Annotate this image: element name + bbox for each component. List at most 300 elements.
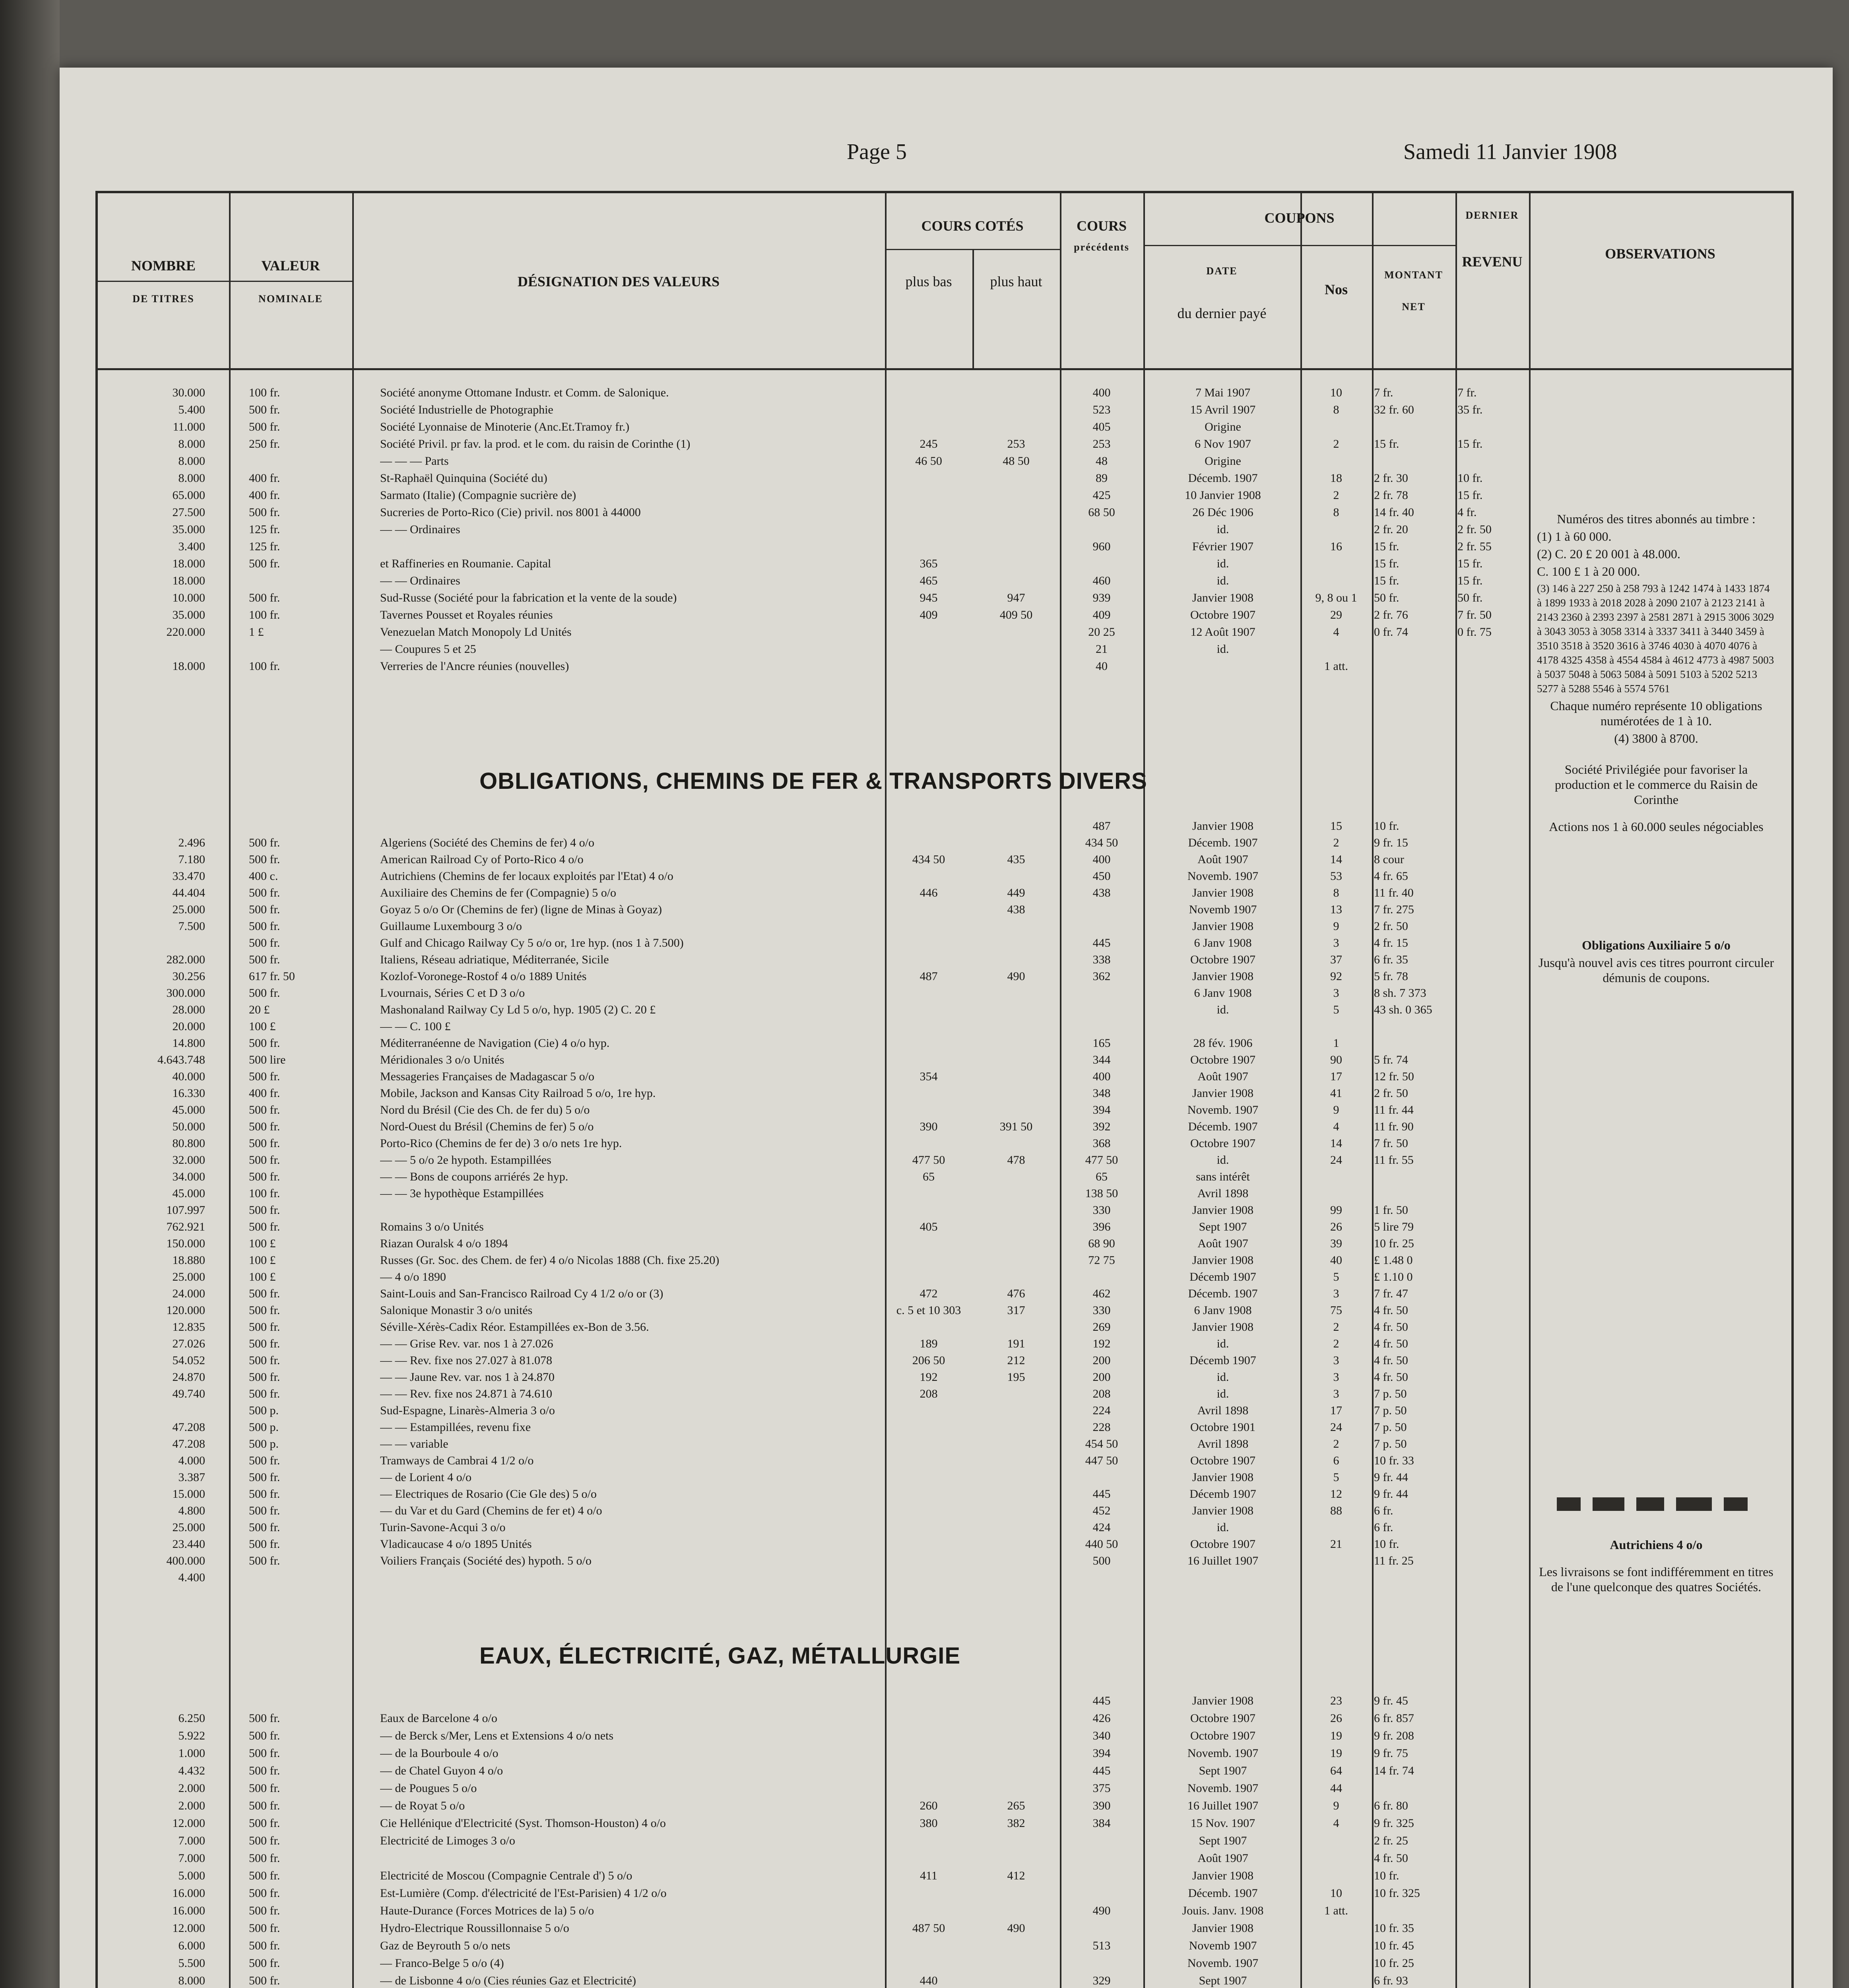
cell-n: 4.000 <box>178 1454 205 1467</box>
cell-m: 7 p. 50 <box>1374 1404 1407 1417</box>
cell-n: 25.000 <box>172 1521 205 1534</box>
cell-no: 3 <box>1333 986 1339 1000</box>
cell-no: 92 <box>1330 970 1342 983</box>
cell-b: 487 <box>920 970 938 983</box>
cell-m: 10 fr. 35 <box>1374 1922 1414 1935</box>
table-row <box>98 1504 1791 1518</box>
cell-no: 39 <box>1330 1237 1342 1250</box>
cell-m: 4 fr. 50 <box>1374 1852 1408 1865</box>
cell-d: — du Var et du Gard (Chemins de fer et) 4 o/o <box>380 1504 602 1517</box>
cell-d: Verreries de l'Ancre réunies (nouvelles) <box>380 660 569 673</box>
obs-note: Autrichiens 4 o/o <box>1610 1538 1703 1552</box>
cell-n: 34.000 <box>172 1170 205 1183</box>
cell-v: 500 fr. <box>249 1454 280 1467</box>
cell-dt: Janvier 1908 <box>1192 1922 1254 1935</box>
cell-p: 368 <box>1092 1137 1111 1150</box>
table-row <box>98 1320 1791 1334</box>
cell-dt: Novemb 1907 <box>1189 903 1257 916</box>
header-cours: COURS <box>1076 218 1127 234</box>
cell-p: 390 <box>1092 1799 1111 1812</box>
cell-no: 4 <box>1333 625 1339 639</box>
cell-no: 3 <box>1333 1387 1339 1400</box>
cell-m: 12 fr. 50 <box>1374 1070 1414 1083</box>
cell-d: — — Jaune Rev. var. nos 1 à 24.870 <box>380 1371 555 1384</box>
cell-v: 500 p. <box>249 1404 279 1417</box>
cell-v: 500 fr. <box>249 420 280 433</box>
cell-m: 7 fr. <box>1374 386 1393 399</box>
cell-b: 446 <box>920 886 938 899</box>
cell-n: 7.000 <box>178 1834 205 1847</box>
cell-m: 10 fr. 25 <box>1374 1957 1414 1970</box>
table-row <box>98 1304 1791 1317</box>
cell-d: Venezuelan Match Monopoly Ld Unités <box>380 625 572 639</box>
cell-n: 2.000 <box>178 1782 205 1795</box>
cell-dt: Novemb. 1907 <box>1187 1957 1259 1970</box>
cell-n: 35.000 <box>172 523 205 536</box>
cell-n: 27.026 <box>172 1337 205 1350</box>
cell-d: Riazan Ouralsk 4 o/o 1894 <box>380 1237 508 1250</box>
cell-p: 330 <box>1092 1304 1111 1317</box>
cell-p: 490 <box>1092 1904 1111 1917</box>
cell-no: 99 <box>1330 1204 1342 1217</box>
cell-n: 24.000 <box>172 1287 205 1300</box>
cell-p: 445 <box>1092 1694 1111 1707</box>
cell-m: 0 fr. 74 <box>1374 625 1408 639</box>
cell-n: 18.000 <box>172 574 205 587</box>
header-revenu: REVENU <box>1462 254 1523 270</box>
cell-p: 445 <box>1092 936 1111 949</box>
cell-m: 6 fr. <box>1374 1504 1393 1517</box>
cell-b: 189 <box>920 1337 938 1350</box>
cell-d: Mobile, Jackson and Kansas City Railroad 5 o/o, 1re hyp. <box>380 1087 656 1100</box>
table-row <box>98 1782 1791 1795</box>
cell-m: 11 fr. 44 <box>1374 1103 1414 1116</box>
cell-n: 7.500 <box>178 920 205 933</box>
cell-d: Italiens, Réseau adriatique, Méditerranée, Sicile <box>380 953 609 966</box>
cell-no: 29 <box>1330 608 1342 621</box>
cell-m: 15 fr. <box>1374 437 1399 450</box>
cell-h: 449 <box>1007 886 1025 899</box>
cell-v: 500 fr. <box>249 557 280 570</box>
cell-v: 400 c. <box>249 870 278 883</box>
cell-n: 16.000 <box>172 1887 205 1900</box>
cell-dt: Août 1907 <box>1197 1070 1248 1083</box>
cell-v: 100 fr. <box>249 386 280 399</box>
section-title: EAUX, ÉLECTRICITÉ, GAZ, MÉTALLURGIE <box>479 1643 961 1669</box>
cell-v: 100 fr. <box>249 1187 280 1200</box>
cell-d: Romains 3 o/o Unités <box>380 1220 484 1233</box>
cell-dt: Octobre 1907 <box>1190 1712 1256 1725</box>
cell-no: 14 <box>1330 853 1342 866</box>
cell-v: 500 fr. <box>249 920 280 933</box>
cell-v: 500 fr. <box>249 1939 280 1952</box>
cell-dt: Janvier 1908 <box>1192 1471 1254 1484</box>
cell-d: Nord-Ouest du Brésil (Chemins de fer) 5 o/o <box>380 1120 594 1133</box>
cell-b: 472 <box>920 1287 938 1300</box>
binding-fold <box>0 0 60 1988</box>
cell-r: 15 fr. <box>1457 574 1483 587</box>
cell-v: 500 fr. <box>249 1554 280 1567</box>
cell-no: 2 <box>1333 489 1339 502</box>
cell-no: 16 <box>1330 540 1342 553</box>
cell-v: 500 fr. <box>249 1204 280 1217</box>
cell-m: 15 fr. <box>1374 557 1399 570</box>
cell-n: 3.400 <box>178 540 205 553</box>
cell-b: c. 5 et 10 303 <box>896 1304 961 1317</box>
cell-no: 9 <box>1333 1799 1339 1812</box>
cell-dt: Janvier 1908 <box>1192 1087 1254 1100</box>
cell-v: 400 fr. <box>249 472 280 485</box>
cell-no: 19 <box>1330 1747 1342 1760</box>
cell-p: 400 <box>1092 1070 1111 1083</box>
cell-n: 65.000 <box>172 489 205 502</box>
header-plus-haut: plus haut <box>990 274 1042 289</box>
cell-b: 411 <box>920 1869 937 1882</box>
cell-m: 11 fr. 40 <box>1374 886 1414 899</box>
cell-no: 19 <box>1330 1729 1342 1742</box>
cell-p: 409 <box>1092 608 1111 621</box>
cell-h: 48 50 <box>1003 454 1030 468</box>
cell-no: 4 <box>1333 1817 1339 1830</box>
cell-m: 32 fr. 60 <box>1374 403 1414 416</box>
cell-v: 500 fr. <box>249 1304 280 1317</box>
cell-n: 2.496 <box>178 836 205 849</box>
cell-d: Sud-Espagne, Linarès-Almeria 3 o/o <box>380 1404 555 1417</box>
cell-no: 2 <box>1333 1437 1339 1450</box>
cell-n: 220.000 <box>166 625 205 639</box>
cell-m: 15 fr. <box>1374 574 1399 587</box>
cell-d: — de Lorient 4 o/o <box>380 1471 471 1484</box>
cell-n: 8.000 <box>178 454 205 468</box>
cell-dt: id. <box>1216 1521 1229 1534</box>
cell-v: 500 fr. <box>249 403 280 416</box>
cell-n: 35.000 <box>172 608 205 621</box>
cell-d: Gulf and Chicago Railway Cy 5 o/o or, 1re hyp. (nos 1 à 7.500) <box>380 936 684 949</box>
cell-b: 260 <box>920 1799 938 1812</box>
cell-n: 12.000 <box>172 1817 205 1830</box>
cell-p: 384 <box>1092 1817 1111 1830</box>
table-row <box>98 1087 1791 1100</box>
cell-dt: 7 Mai 1907 <box>1195 386 1251 399</box>
cell-p: 68 50 <box>1088 506 1115 519</box>
cell-m: 9 fr. 208 <box>1374 1729 1414 1742</box>
cell-d: — — 3e hypothèque Estampillées <box>380 1187 544 1200</box>
page-date: Samedi 11 Janvier 1908 <box>1403 140 1617 164</box>
table-row <box>98 1974 1791 1988</box>
table-row <box>98 420 1791 434</box>
observations-column <box>1537 511 1775 988</box>
cell-v: 500 fr. <box>249 1817 280 1830</box>
cell-d: — — 5 o/o 2e hypoth. Estampillées <box>380 1153 551 1167</box>
cell-no: 14 <box>1330 1137 1342 1150</box>
cell-m: 2 fr. 78 <box>1374 489 1408 502</box>
header-date-sub: du dernier payé <box>1177 305 1267 321</box>
cell-m: 6 fr. 80 <box>1374 1799 1408 1812</box>
cell-dt: Octobre 1901 <box>1190 1421 1256 1434</box>
cell-no: 5 <box>1333 1471 1339 1484</box>
cell-n: 18.000 <box>172 660 205 673</box>
cell-v: 500 fr. <box>249 1799 280 1812</box>
cell-p: 445 <box>1092 1487 1111 1501</box>
cell-m: 6 fr. <box>1374 1521 1393 1534</box>
cell-d: — — Rev. fixe nos 24.871 à 74.610 <box>380 1387 553 1400</box>
cell-p: 48 <box>1096 454 1108 468</box>
cell-d: — Electriques de Rosario (Cie Gle des) 5 o/o <box>380 1487 597 1501</box>
cell-r: 15 fr. <box>1457 557 1483 570</box>
cell-v: 100 fr. <box>249 660 280 673</box>
table-row <box>98 472 1791 485</box>
cell-d: — de la Bourboule 4 o/o <box>380 1747 499 1760</box>
cell-n: 18.000 <box>172 557 205 570</box>
cell-v: 500 fr. <box>249 886 280 899</box>
header-cours-cotes: COURS COTÉS <box>921 218 1024 234</box>
table-row <box>98 1003 1791 1017</box>
cell-m: 7 p. 50 <box>1374 1387 1407 1400</box>
cell-v: 100 £ <box>249 1237 276 1250</box>
cell-dt: id. <box>1216 643 1229 656</box>
cell-v: 500 fr. <box>249 1070 280 1083</box>
cell-m: 50 fr. <box>1374 591 1399 604</box>
table-row <box>98 1764 1791 1778</box>
cell-no: 6 <box>1333 1454 1339 1467</box>
table-row <box>98 1037 1791 1050</box>
cell-b: 409 <box>920 608 938 621</box>
cell-h: 476 <box>1007 1287 1025 1300</box>
cell-m: 10 fr. <box>1374 819 1399 833</box>
table-row <box>98 1020 1791 1033</box>
cell-d: — de Royat 5 o/o <box>380 1799 465 1812</box>
table-row <box>98 1869 1791 1883</box>
cell-dt: Février 1907 <box>1192 540 1254 553</box>
page-header <box>60 127 1833 175</box>
cell-no: 1 <box>1333 1037 1339 1050</box>
header-valeur-sub: NOMINALE <box>258 293 323 305</box>
cell-dt: Janvier 1908 <box>1192 1869 1254 1882</box>
cell-m: 2 fr. 25 <box>1374 1834 1408 1847</box>
obs-note: (4) 3800 à 8700. <box>1614 731 1698 746</box>
cell-no: 5 <box>1333 1270 1339 1283</box>
cell-b: 365 <box>920 557 938 570</box>
table-row <box>98 386 1791 400</box>
cell-n: 7.000 <box>178 1852 205 1865</box>
cell-n: 4.432 <box>178 1764 205 1777</box>
header-dernier: DERNIER <box>1465 210 1519 221</box>
cell-n: 32.000 <box>172 1153 205 1167</box>
table-header <box>98 193 1791 370</box>
cell-d: — — Ordinaires <box>380 523 460 536</box>
cell-p: 344 <box>1092 1053 1111 1066</box>
cell-m: 5 fr. 78 <box>1374 970 1408 983</box>
cell-p: 138 50 <box>1085 1187 1118 1200</box>
cell-m: 43 sh. 0 365 <box>1374 1003 1432 1016</box>
cell-dt: Octobre 1907 <box>1190 608 1256 621</box>
table-row <box>98 1220 1791 1234</box>
page-number: Page 5 <box>847 140 907 164</box>
cell-n: 49.740 <box>172 1387 205 1400</box>
obs-note: Obligations Auxiliaire 5 o/o <box>1582 938 1731 952</box>
cell-dt: Janvier 1908 <box>1192 1204 1254 1217</box>
cell-p: 939 <box>1092 591 1111 604</box>
cell-n: 8.000 <box>178 472 205 485</box>
table-row <box>98 1799 1791 1813</box>
cell-b: 208 <box>920 1387 938 1400</box>
cell-b: 405 <box>920 1220 938 1233</box>
cell-v: 500 fr. <box>249 1729 280 1742</box>
cell-p: 487 <box>1092 819 1111 833</box>
cell-dt: Origine <box>1205 420 1241 433</box>
table-row <box>98 1287 1791 1301</box>
cell-n: 14.800 <box>172 1037 205 1050</box>
cell-p: 72 75 <box>1088 1254 1115 1267</box>
cell-h: 191 <box>1007 1337 1025 1350</box>
table-row <box>98 1170 1791 1184</box>
cell-m: 9 fr. 15 <box>1374 836 1408 849</box>
cell-dt: 16 Juillet 1907 <box>1187 1554 1259 1567</box>
obs-note: (2) C. 20 £ 20 001 à 48.000. <box>1537 547 1680 561</box>
cell-h: 409 50 <box>999 608 1033 621</box>
table-row <box>98 1053 1791 1067</box>
cell-m: 4 fr. 50 <box>1374 1320 1408 1334</box>
cell-v: 500 fr. <box>249 986 280 1000</box>
cell-dt: Sept 1907 <box>1199 1834 1247 1847</box>
cell-no: 18 <box>1330 472 1342 485</box>
header-designation: DÉSIGNATION DES VALEURS <box>517 274 720 289</box>
cell-no: 9 <box>1333 1103 1339 1116</box>
cell-dt: Décemb. 1907 <box>1188 472 1258 485</box>
cell-no: 12 <box>1330 1487 1342 1501</box>
cell-dt: Août 1907 <box>1197 853 1248 866</box>
cell-p: 396 <box>1092 1220 1111 1233</box>
header-nombre: NOMBRE <box>131 258 196 274</box>
table-row <box>98 1337 1791 1351</box>
cell-no: 17 <box>1330 1070 1342 1083</box>
cell-d: Nord du Brésil (Cie des Ch. de fer du) 5 o/o <box>380 1103 590 1116</box>
cell-d: Cie Hellénique d'Electricité (Syst. Thomson-Houston) 4 o/o <box>380 1817 666 1830</box>
cell-n: 16.330 <box>172 1087 205 1100</box>
cell-b: 354 <box>920 1070 938 1083</box>
cell-no: 90 <box>1330 1053 1342 1066</box>
cell-p: 454 50 <box>1085 1437 1118 1450</box>
cell-v: 125 fr. <box>249 540 280 553</box>
header-valeur: VALEUR <box>261 258 320 274</box>
cell-h: 317 <box>1007 1304 1025 1317</box>
cell-p: 40 <box>1096 660 1108 673</box>
cell-v: 100 fr. <box>249 608 280 621</box>
cell-v: 617 fr. 50 <box>249 970 295 983</box>
cell-b: 245 <box>920 437 938 450</box>
cell-m: 8 sh. 7 373 <box>1374 986 1426 1000</box>
cell-v: 500 p. <box>249 1421 279 1434</box>
cell-v: 500 fr. <box>249 1320 280 1334</box>
cell-m: 2 fr. 50 <box>1374 920 1408 933</box>
cell-p: 200 <box>1092 1371 1111 1384</box>
cell-p: 20 25 <box>1088 625 1115 639</box>
cell-n: 2.000 <box>178 1799 205 1812</box>
cell-d: Messageries Françaises de Madagascar 5 o/o <box>380 1070 594 1083</box>
cell-p: 438 <box>1092 886 1111 899</box>
cell-m: £ 1.10 0 <box>1374 1270 1413 1283</box>
cell-d: Salonique Monastir 3 o/o unités <box>380 1304 533 1317</box>
cell-v: 500 fr. <box>249 1869 280 1882</box>
cell-n: 24.870 <box>172 1371 205 1384</box>
cell-m: 2 fr. 20 <box>1374 523 1408 536</box>
table-row <box>98 1421 1791 1434</box>
cell-p: 165 <box>1092 1037 1111 1050</box>
header-nombre-sub: DE TITRES <box>132 293 194 305</box>
cell-p: 21 <box>1096 643 1108 656</box>
cell-dt: id. <box>1216 1337 1229 1350</box>
cell-n: 12.835 <box>172 1320 205 1334</box>
table-row <box>98 1103 1791 1117</box>
cell-d: — — Rev. fixe nos 27.027 à 81.078 <box>380 1354 553 1367</box>
cell-p: 445 <box>1092 1764 1111 1777</box>
cell-h: 195 <box>1007 1371 1025 1384</box>
cell-dt: Décemb. 1907 <box>1188 1287 1258 1300</box>
cell-dt: Décemb. 1907 <box>1188 1120 1258 1133</box>
obs-note: C. 100 £ 1 à 20 000. <box>1537 564 1640 579</box>
cell-b: 945 <box>920 591 938 604</box>
cell-r: 0 fr. 75 <box>1457 625 1492 639</box>
cell-dt: Novemb. 1907 <box>1187 1747 1259 1760</box>
cell-dt: id. <box>1216 1371 1229 1384</box>
cell-no: 44 <box>1330 1782 1342 1795</box>
table-row <box>98 986 1791 1000</box>
cell-no: 40 <box>1330 1254 1342 1267</box>
cell-d: — — Bons de coupons arriérés 2e hyp. <box>380 1170 568 1183</box>
obs-note: Actions nos 1 à 60.000 seules négociables <box>1549 819 1764 834</box>
cell-v: 500 fr. <box>249 1354 280 1367</box>
cell-v: 500 fr. <box>249 1287 280 1300</box>
cell-no: 3 <box>1333 1354 1339 1367</box>
cell-dt: 15 Nov. 1907 <box>1190 1817 1255 1830</box>
cell-h: 438 <box>1007 903 1025 916</box>
cell-no: 26 <box>1330 1220 1342 1233</box>
cell-d: Sarmato (Italie) (Compagnie sucrière de) <box>380 489 576 502</box>
cell-no: 8 <box>1333 886 1339 899</box>
cell-m: 2 fr. 50 <box>1374 1087 1408 1100</box>
cell-p: 340 <box>1092 1729 1111 1742</box>
cell-m: 8 cour <box>1374 853 1404 866</box>
table-row <box>98 1437 1791 1451</box>
cell-d: Voiliers Français (Société des) hypoth. 5 o/o <box>380 1554 592 1567</box>
table-row <box>98 1957 1791 1970</box>
cell-p: 452 <box>1092 1504 1111 1517</box>
cell-p: 338 <box>1092 953 1111 966</box>
cell-d: Méditerranéenne de Navigation (Cie) 4 o/o hyp. <box>380 1037 610 1050</box>
cell-r: 10 fr. <box>1457 472 1483 485</box>
cell-r: 35 fr. <box>1457 403 1483 416</box>
cell-p: 513 <box>1092 1939 1111 1952</box>
table-row <box>98 1204 1791 1217</box>
table-row <box>98 1487 1791 1501</box>
cell-p: 400 <box>1092 853 1111 866</box>
cell-n: 11.000 <box>173 420 205 433</box>
cell-dt: 26 Déc 1906 <box>1192 506 1253 519</box>
cell-m: 7 fr. 275 <box>1374 903 1414 916</box>
cell-b: 390 <box>920 1120 938 1133</box>
cell-v: 500 fr. <box>249 1137 280 1150</box>
cell-v: 500 fr. <box>249 1103 280 1116</box>
header-plus-bas: plus bas <box>905 274 952 289</box>
cell-p: 960 <box>1092 540 1111 553</box>
cell-p: 200 <box>1092 1354 1111 1367</box>
cell-h: 490 <box>1007 1922 1025 1935</box>
cell-d: Méridionales 3 o/o Unités <box>380 1053 504 1066</box>
table-row <box>98 1137 1791 1150</box>
cell-d: — — Grise Rev. var. nos 1 à 27.026 <box>380 1337 553 1350</box>
cell-h: 478 <box>1007 1153 1025 1167</box>
cell-d: — de Lisbonne 4 o/o (Cies réunies Gaz et Electricité) <box>380 1974 636 1987</box>
